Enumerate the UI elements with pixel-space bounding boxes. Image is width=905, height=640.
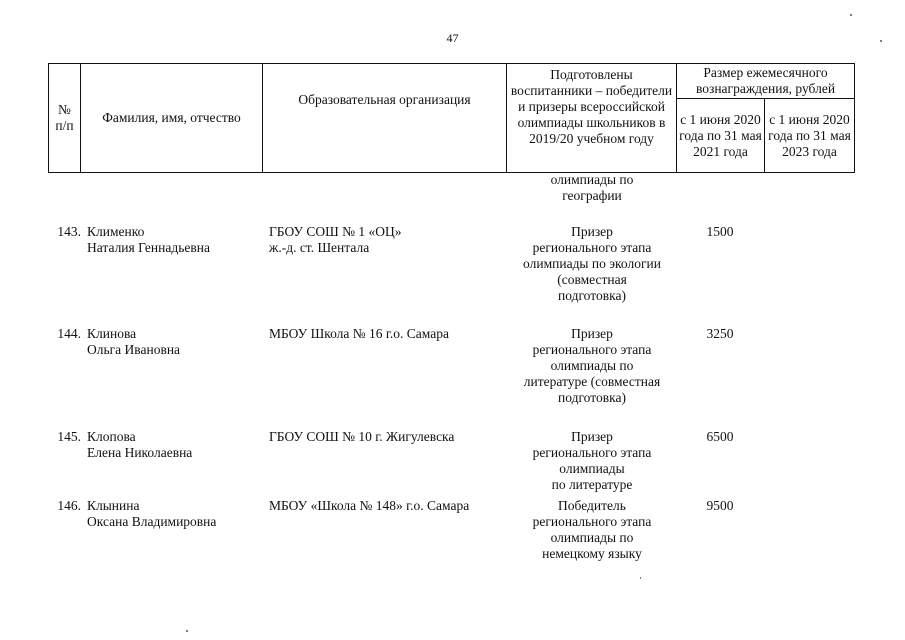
scan-speck	[850, 14, 852, 16]
header-achievement: Подготовлены воспитанники – победители и призеры всероссийской олимпиады школьников в 2019/20 учебном году	[507, 64, 677, 173]
row-number: 145.	[57, 429, 81, 444]
achievement: Победитель регионального этапа олимпиады по немецкому языку	[532, 498, 652, 561]
reward-amount: 9500	[706, 498, 734, 513]
continued-achievement: олимпиады по географии	[550, 172, 634, 203]
row-number: 144.	[57, 326, 81, 341]
header-org: Образовательная организация	[263, 64, 507, 173]
achievement: Призер регионального этапа олимпиады по экологии (совместная подготовка)	[523, 224, 661, 303]
full-name: Клопова Елена Николаевна	[87, 429, 193, 460]
organization: ГБОУ СОШ № 10 г. Жигулевска	[269, 429, 455, 444]
row-number: 146.	[57, 498, 81, 513]
scan-speck	[880, 40, 882, 42]
full-name: Клынина Оксана Владимировна	[87, 498, 217, 529]
organization: МБОУ «Школа № 148» г.о. Самара	[269, 498, 470, 513]
reward-amount: 3250	[706, 326, 734, 341]
header-table	[48, 63, 855, 173]
scan-speck	[186, 630, 188, 632]
reward-amount: 6500	[706, 429, 734, 444]
header-period-2: с 1 июня 2020 года по 31 мая 2023 года	[765, 99, 855, 173]
scan-speck	[640, 577, 641, 579]
header-num: № п/п	[49, 64, 81, 173]
header-period-1: с 1 июня 2020 года по 31 мая 2021 года	[677, 99, 765, 173]
page-number: 47	[446, 31, 459, 45]
organization: ГБОУ СОШ № 1 «ОЦ» ж.-д. ст. Шентала	[269, 224, 402, 255]
full-name: Клименко Наталия Геннадьевна	[87, 224, 210, 255]
header-name: Фамилия, имя, отчество	[81, 64, 263, 173]
achievement: Призер регионального этапа олимпиады по литературе	[532, 429, 652, 492]
achievement: Призер регионального этапа олимпиады по литературе (совместная подготовка)	[523, 326, 661, 405]
organization: МБОУ Школа № 16 г.о. Самара	[269, 326, 449, 341]
full-name: Клинова Ольга Ивановна	[87, 326, 181, 357]
reward-amount: 1500	[706, 224, 734, 239]
row-number: 143.	[57, 224, 81, 239]
header-reward-group: Размер ежемесячного вознаграждения, рублей	[677, 64, 855, 99]
